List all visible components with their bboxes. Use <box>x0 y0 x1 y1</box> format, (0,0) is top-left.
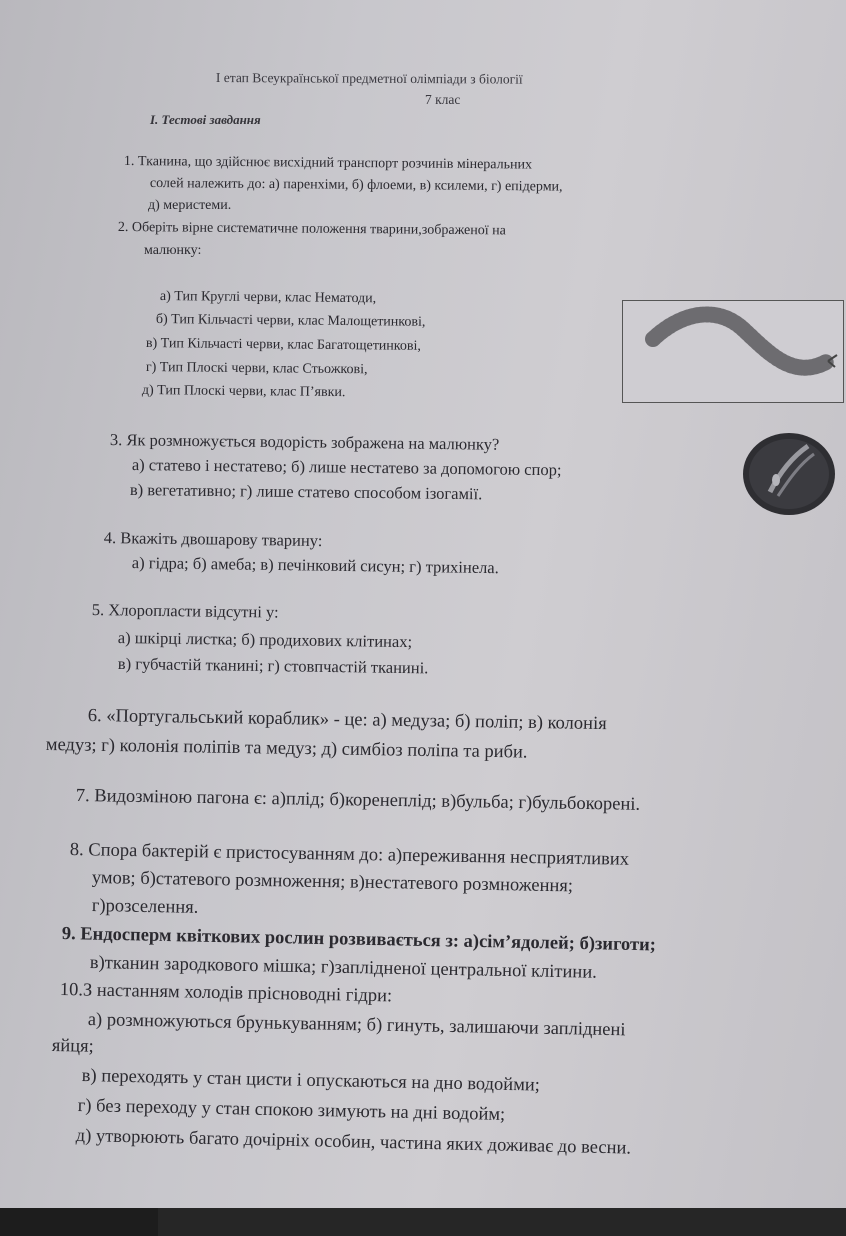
q7-line1: 7. Видозміною пагона є: а)плід; б)коренеплід; в)бульба; г)бульбокорені. <box>75 786 641 815</box>
q2-option-d: г) Тип Плоскі черви, клас Стьожкові, <box>145 360 368 378</box>
worm-illustration <box>622 300 844 403</box>
q10-line5: г) без переходу у стан спокою зимують на дні водойм; <box>77 1096 506 1125</box>
q3-line3: в) вегетативно; г) лише статево способом ізогамії. <box>129 480 483 504</box>
q6-line1: 6. «Португальський кораблик» - це: а) медуза; б) поліп; в) колонія <box>87 706 607 735</box>
q2-line1: 2. Оберіть вірне систематичне положення тварини,зображеної на <box>117 220 506 239</box>
q3-line2: а) статево і нестатево; б) лише нестатево за допомогою спор; <box>131 455 562 480</box>
q1-line1: 1. Тканина, що здійснює висхідний транспорт розчинів мінеральних <box>123 154 533 173</box>
q8-line1: 8. Спора бактерій є пристосуванням до: а)переживання несприятливих <box>69 840 630 870</box>
q10-line4: в) переходять у стан цисти і опускаються на дно водойми; <box>81 1066 541 1096</box>
q2-option-c: в) Тип Кільчасті черви, клас Багатощетинкові, <box>145 336 422 354</box>
algae-image <box>742 432 836 516</box>
q5-line2: а) шкірці листка; б) продихових клітинах; <box>117 628 413 652</box>
grade-label: 7 клас <box>425 92 461 107</box>
q2-option-b: б) Тип Кільчасті черви, клас Малощетинкові, <box>155 312 426 330</box>
section-title: І. Тестові завдання <box>150 112 261 127</box>
q1-line2: солей належить до: а) паренхіми, б) флоеми, в) ксилеми, г) епідерми, <box>149 176 563 195</box>
q2-option-e: д) Тип Плоскі черви, клас П’явки. <box>141 383 346 401</box>
q10-line1: 10.З настанням холодів прісноводні гідри: <box>59 980 393 1007</box>
algae-icon <box>742 432 836 516</box>
q9-line2: в)тканин зародкового мішка; г)заплідненої центральної клітини. <box>89 953 598 983</box>
bottom-frame <box>0 1208 846 1236</box>
q3-line1: 3. Як розмножується водорість зображена на малюнку? <box>109 430 500 454</box>
q10-line3: яйця; <box>51 1036 94 1057</box>
q9-line1: 9. Ендосперм квіткових рослин розвивається з: а)сім’ядолей; б)зиготи; <box>61 924 657 956</box>
q8-line2: умов; б)статевого розмноження; в)нестатевого розмноження; <box>91 868 574 897</box>
q5-line3: в) губчастій тканині; г) стовпчастій тканині. <box>117 654 429 678</box>
q2-line2: малюнку: <box>144 243 202 258</box>
worm-icon <box>623 301 842 401</box>
q10-line2: а) розмножуються брунькуванням; б) гинуть, залишаючи запліднені <box>87 1010 626 1041</box>
q2-option-a: а) Тип Круглі черви, клас Нематоди, <box>159 289 377 307</box>
q5-line1: 5. Хлоропласти відсутні у: <box>91 600 279 622</box>
q1-line3: д) меристеми. <box>148 198 232 213</box>
exam-title: І етап Всеукраїнської предметної олімпіади з біології <box>215 70 523 87</box>
q6-line2: медуз; г) колонія поліпів та медуз; д) симбіоз поліпа та риби. <box>45 735 528 763</box>
q4-line1: 4. Вкажіть двошарову тварину: <box>103 528 323 551</box>
q8-line3: г)розселення. <box>91 896 199 918</box>
q10-line6: д) утворюють багато дочірніх особин, частина яких доживає до весни. <box>75 1126 632 1159</box>
q4-line2: а) гідра; б) амеба; в) печінковий сисун; г) трихінела. <box>131 553 499 578</box>
bottom-frame-left <box>0 1208 158 1236</box>
